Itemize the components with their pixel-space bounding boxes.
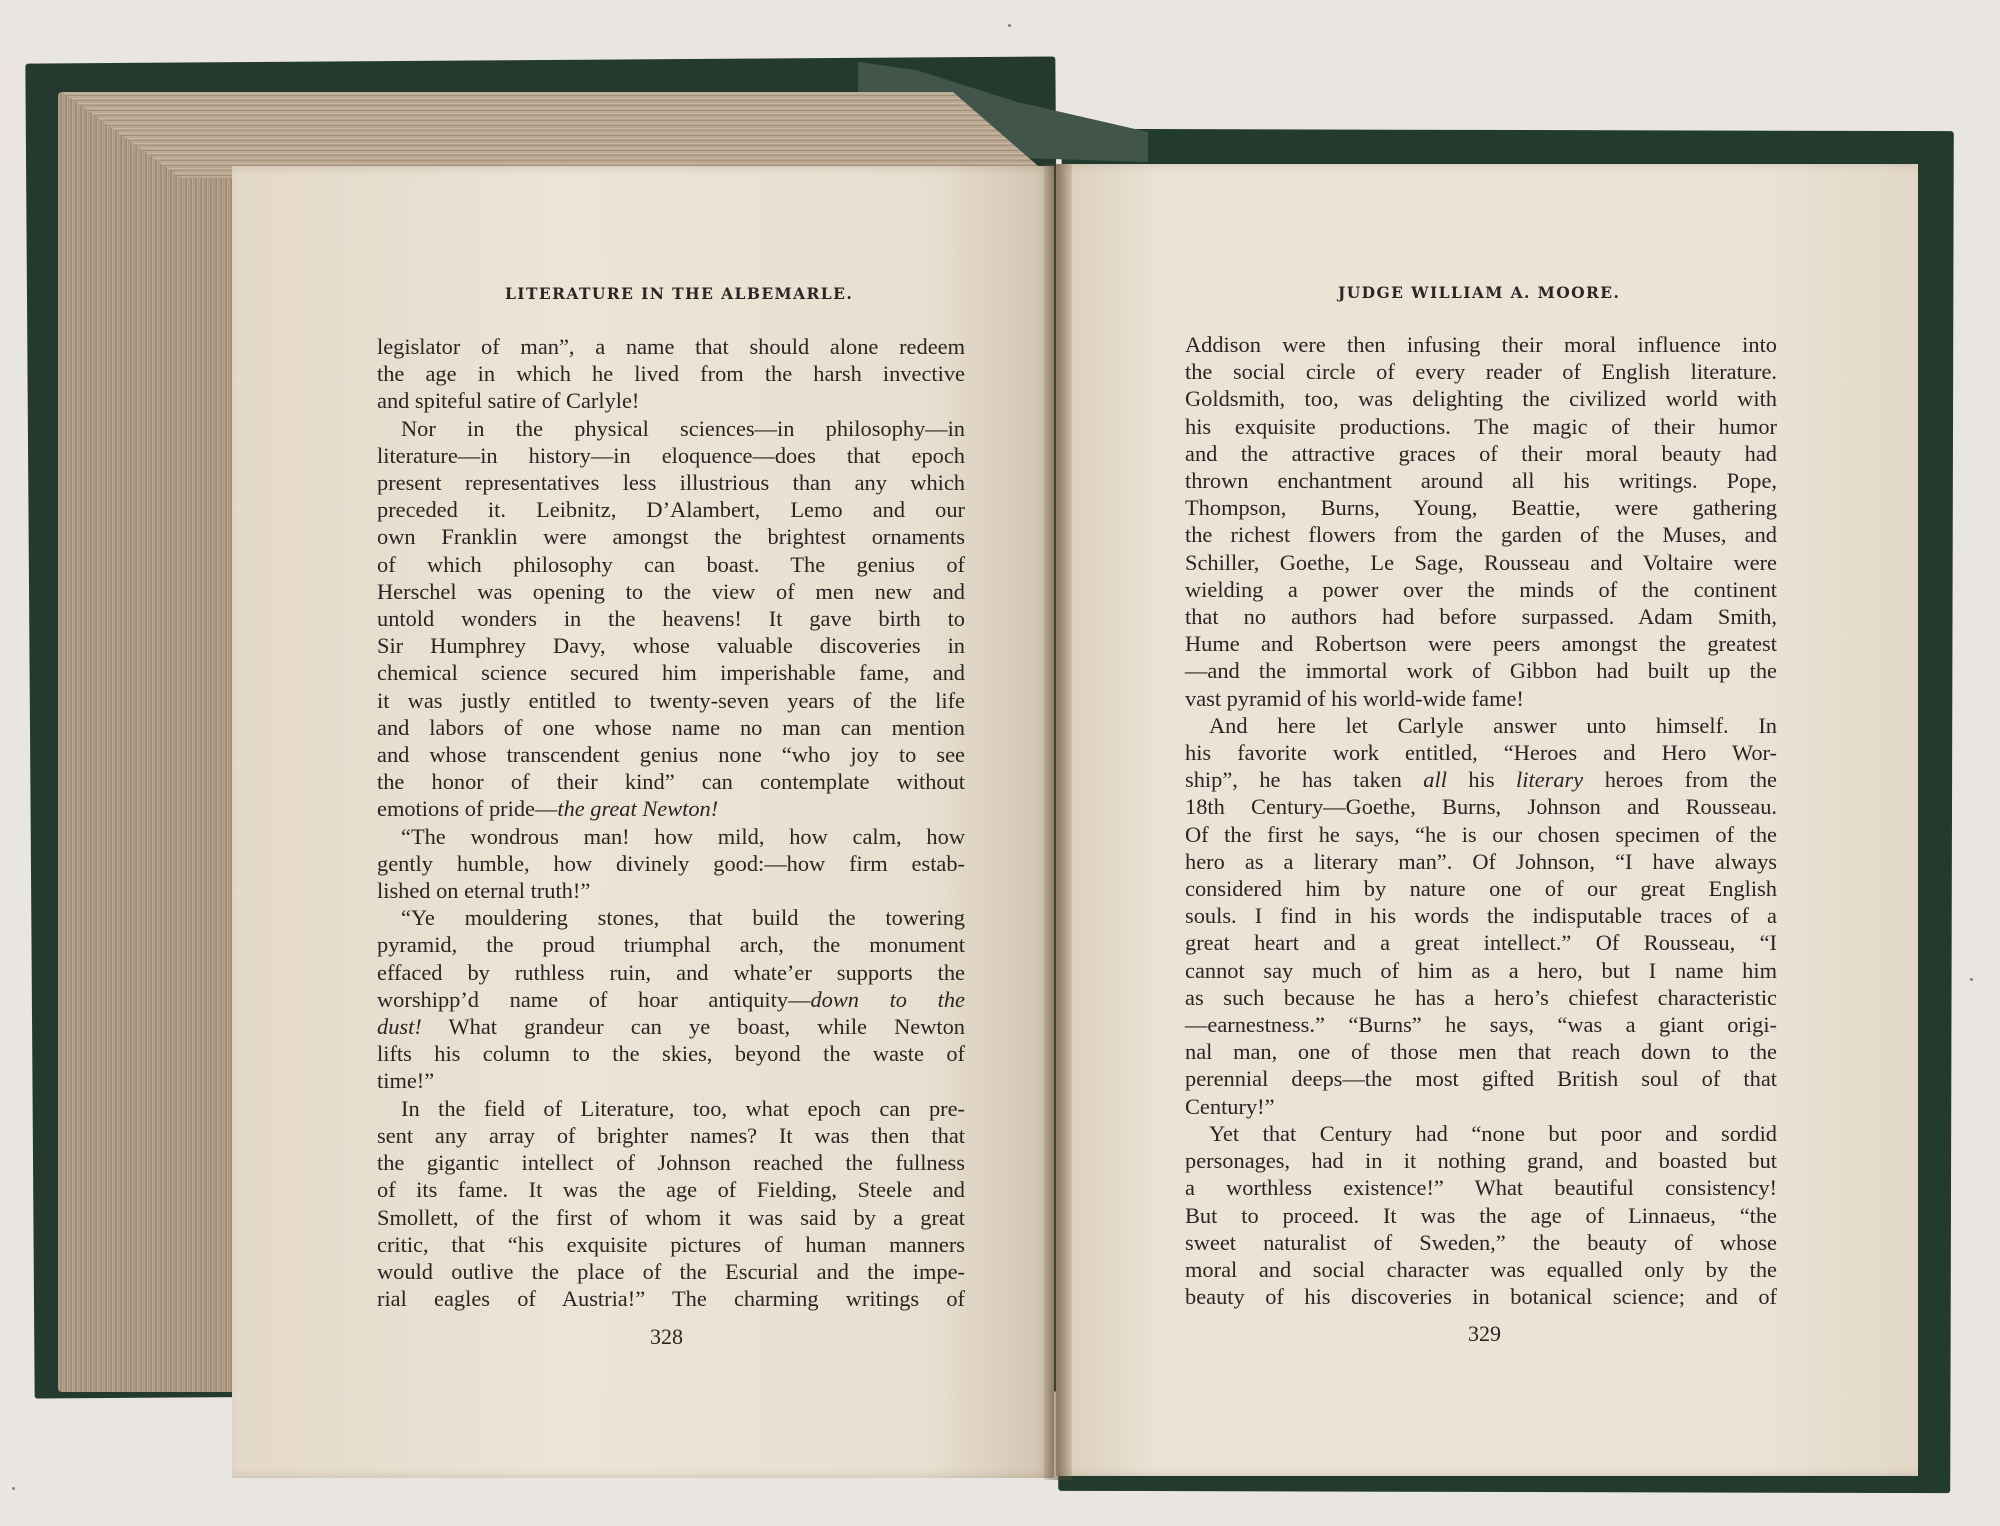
text-run: What grandeur can ye boast, while Newton xyxy=(421,1014,965,1040)
text-line: wielding a power over the minds of the continent xyxy=(1185,576,1777,602)
text-line: of which philosophy can boast. The genius of xyxy=(377,551,965,577)
text-line: lished on eternal truth!” xyxy=(377,878,591,904)
right-page-number: 329 xyxy=(1468,1321,1501,1346)
text-line: nal man, one of those men that reach down to the xyxy=(1185,1039,1777,1065)
text-line: the social circle of every reader of English literature. xyxy=(1185,359,1777,385)
italic-run: all xyxy=(1423,767,1447,793)
left-body-text xyxy=(377,333,965,1312)
text-line: rial eagles of Austria!” The charming writings of xyxy=(377,1286,965,1312)
text-run: worshipp’d name of hoar antiquity— xyxy=(377,986,811,1012)
text-line: Hume and Robertson were peers amongst the greatest xyxy=(1185,631,1777,657)
text-line: the gigantic intellect of Johnson reached the fullness xyxy=(377,1150,965,1176)
text-line: his favorite work entitled, “Heroes and Hero Wor- xyxy=(1185,740,1777,766)
text-line: critic, that “his exquisite pictures of human manners xyxy=(377,1231,965,1257)
text-line: Nor in the physical sciences—in philosophy—in xyxy=(401,415,965,441)
text-line: that no authors had before surpassed. Adam Smith, xyxy=(1185,604,1777,630)
text-line: the richest flowers from the garden of the Muses, and xyxy=(1185,522,1777,548)
text-line: and the attractive graces of their moral beauty had xyxy=(1185,440,1777,466)
dust-speck xyxy=(1970,978,1973,981)
text-line: 18th Century—Goethe, Burns, Johnson and Rousseau. xyxy=(1185,794,1777,820)
text-line: Thompson, Burns, Young, Beattie, were gathering xyxy=(1185,495,1777,521)
text-line: cannot say much of him as a hero, but I name him xyxy=(1185,957,1777,983)
text-line: his exquisite productions. The magic of their humor xyxy=(1185,413,1777,439)
text-line xyxy=(377,795,965,822)
italic-run: dust! xyxy=(377,1014,422,1040)
text-line: own Franklin were amongst the brightest ornaments xyxy=(377,524,965,550)
text-line: gently humble, how divinely good:—how firm estab- xyxy=(377,850,965,876)
text-line: “Ye mouldering stones, that build the towering xyxy=(401,905,965,931)
italic-run: the great Newton! xyxy=(557,796,719,822)
text-line: preceded it. Leibnitz, D’Alambert, Lemo and our xyxy=(377,497,965,523)
page-block-edges xyxy=(58,92,238,1392)
text-line: “The wondrous man! how mild, how calm, how xyxy=(401,823,965,849)
text-line: —and the immortal work of Gibbon had built up the xyxy=(1185,658,1777,684)
text-line: —earnestness.” “Burns” he says, “was a giant origi- xyxy=(1185,1012,1777,1038)
text-line: personages, had in it nothing grand, and boasted but xyxy=(1185,1148,1777,1174)
text-line: And here let Carlyle answer unto himself. In xyxy=(1209,712,1777,738)
left-page-number: 328 xyxy=(650,1324,683,1349)
dust-speck xyxy=(1008,24,1011,27)
dust-speck xyxy=(12,1487,15,1490)
text-line: of its fame. It was the age of Fielding, Steele and xyxy=(377,1177,965,1203)
text-line: souls. I find in his words the indisputable traces of a xyxy=(1185,903,1777,929)
text-run: his xyxy=(1446,767,1517,793)
text-line: literature—in history—in eloquence—does that epoch xyxy=(377,442,965,468)
text-line: legislator of man”, a name that should alone redeem xyxy=(377,334,965,359)
text-run: heroes from the xyxy=(1583,767,1777,793)
text-line: hero as a literary man”. Of Johnson, “I have always xyxy=(1185,848,1777,874)
text-line xyxy=(1185,766,1777,793)
text-line: would outlive the place of the Escurial and the impe- xyxy=(377,1258,965,1284)
text-line: vast pyramid of his world-wide fame! xyxy=(1185,685,1524,711)
text-line: thrown enchantment around all his writings. Pope, xyxy=(1185,468,1777,494)
text-line: Smollett, of the first of whom it was said by a great xyxy=(377,1204,965,1230)
text-line: Century!” xyxy=(1185,1093,1275,1119)
text-line xyxy=(377,1013,965,1040)
text-line: as such because he has a hero’s chiefest characteristic xyxy=(1185,984,1777,1010)
text-line: Addison were then infusing their moral influence into xyxy=(1185,332,1777,357)
text-line: beauty of his discoveries in botanical science; and of xyxy=(1185,1284,1777,1310)
text-line: Yet that Century had “none but poor and sordid xyxy=(1209,1120,1777,1146)
gutter-shadow xyxy=(1044,164,1072,1480)
text-line: a worthless existence!” What beautiful consistency! xyxy=(1185,1175,1777,1201)
text-line: Herschel was opening to the view of men new and xyxy=(377,578,965,604)
text-run: emotions of pride— xyxy=(377,796,558,822)
text-line: it was justly entitled to twenty-seven years of the life xyxy=(377,687,965,713)
text-line: great heart and a great intellect.” Of Rousseau, “I xyxy=(1185,930,1777,956)
text-line xyxy=(377,986,965,1013)
text-line: the age in which he lived from the harsh invective xyxy=(377,361,965,387)
text-line: untold wonders in the heavens! It gave birth to xyxy=(377,606,965,632)
text-line: In the field of Literature, too, what epoch can pre- xyxy=(401,1095,965,1121)
text-line: sent any array of brighter names? It was then that xyxy=(377,1122,965,1148)
text-run: ship”, he has taken xyxy=(1185,767,1424,793)
text-line: perennial deeps—the most gifted British soul of that xyxy=(1185,1066,1777,1092)
text-line: and labors of one whose name no man can mention xyxy=(377,714,965,740)
text-line: the honor of their kind” can contemplate without xyxy=(377,769,965,795)
text-line: pyramid, the proud triumphal arch, the monument xyxy=(377,932,965,958)
text-line: effaced by ruthless ruin, and whate’er supports the xyxy=(377,959,965,985)
text-line: present representatives less illustrious than any which xyxy=(377,470,965,496)
text-line: chemical science secured him imperishable fame, and xyxy=(377,660,965,686)
right-running-head: JUDGE WILLIAM A. MOORE. xyxy=(1338,283,1621,302)
text-line: and whose transcendent genius none “who joy to see xyxy=(377,742,965,768)
text-line: and spiteful satire of Carlyle! xyxy=(377,388,640,414)
text-line: But to proceed. It was the age of Linnaeus, “the xyxy=(1185,1202,1777,1228)
italic-run: literary xyxy=(1516,767,1584,793)
text-line: lifts his column to the skies, beyond the waste of xyxy=(377,1041,965,1067)
right-body-text xyxy=(1185,331,1777,1310)
text-line: Of the first he says, “he is our chosen specimen of the xyxy=(1185,821,1777,847)
text-line: Goldsmith, too, was delighting the civilized world with xyxy=(1185,386,1777,412)
italic-run: down to the xyxy=(810,986,965,1012)
text-line: Sir Humphrey Davy, whose valuable discoveries in xyxy=(377,633,965,659)
text-line: time!” xyxy=(377,1068,435,1094)
text-line: Schiller, Goethe, Le Sage, Rousseau and Voltaire were xyxy=(1185,549,1777,575)
text-line: sweet naturalist of Sweden,” the beauty of whose xyxy=(1185,1229,1777,1255)
left-running-head: LITERATURE IN THE ALBEMARLE. xyxy=(505,284,854,303)
text-line: considered him by nature one of our great English xyxy=(1185,876,1777,902)
text-line: moral and social character was equalled only by the xyxy=(1185,1256,1777,1282)
